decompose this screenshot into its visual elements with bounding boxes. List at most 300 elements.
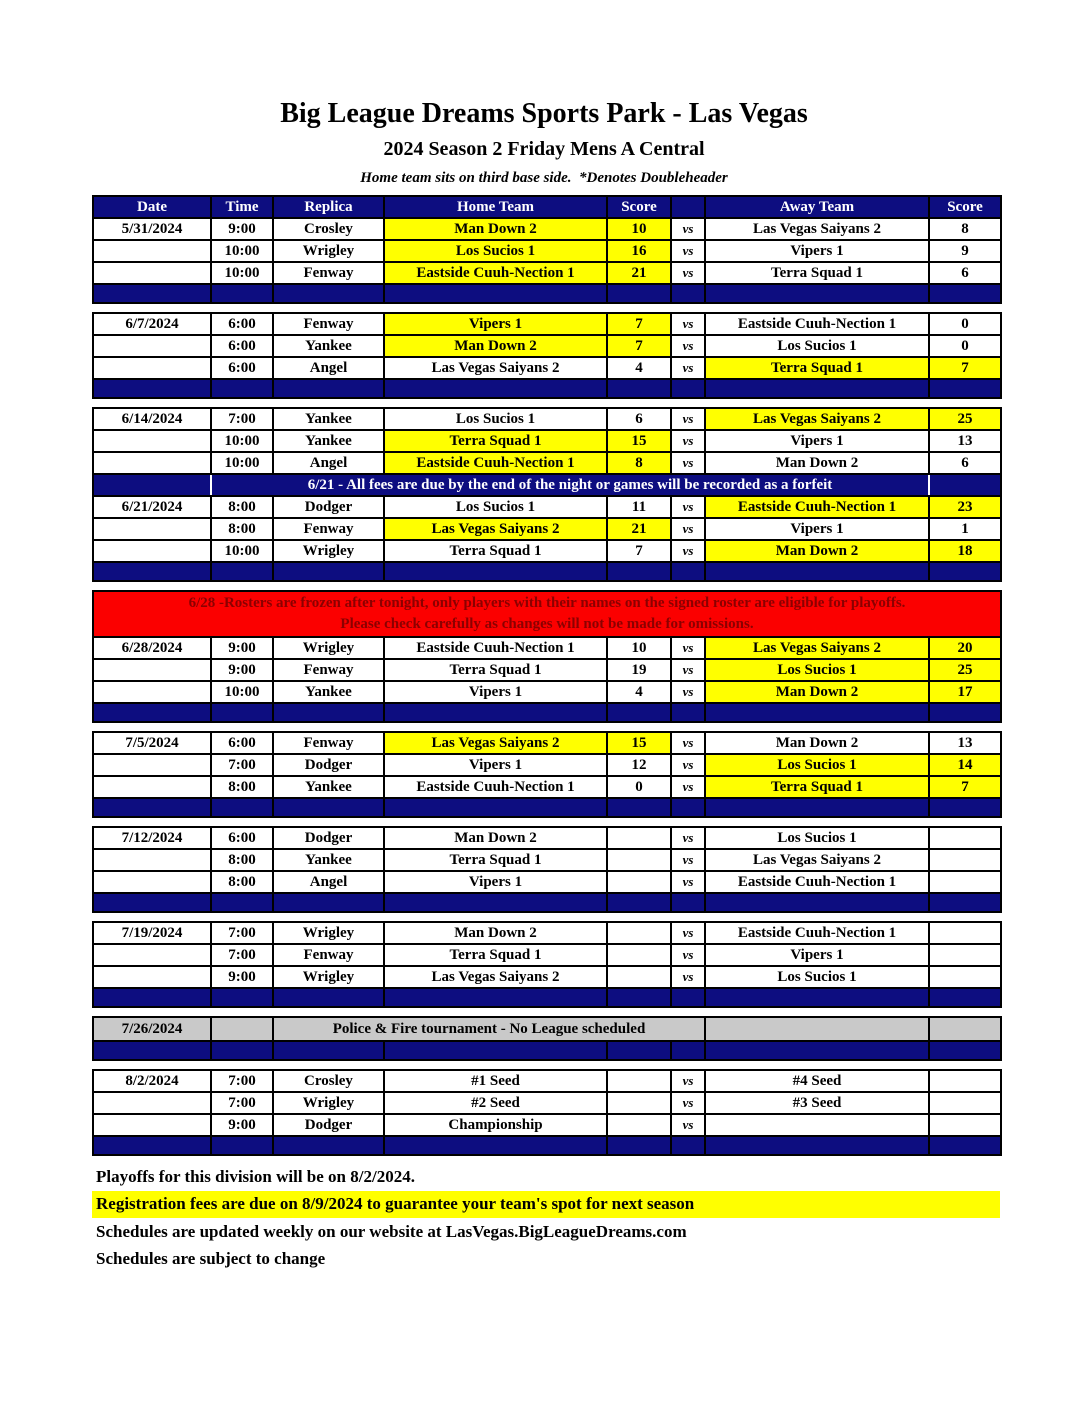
game-row bbox=[93, 496, 1001, 518]
date-cell: 5/31/2024 bbox=[93, 218, 211, 240]
game-row bbox=[93, 240, 1001, 262]
separator-cell bbox=[607, 284, 671, 303]
game-row bbox=[93, 518, 1001, 540]
separator-cell bbox=[607, 1136, 671, 1155]
separator-cell bbox=[211, 988, 273, 1007]
note-score-cell bbox=[929, 474, 1001, 496]
date-cell bbox=[93, 357, 211, 379]
home-team-cell: Eastside Cuuh-Nection 1 bbox=[384, 637, 607, 659]
date-cell bbox=[93, 681, 211, 703]
away-score-cell bbox=[929, 966, 1001, 988]
separator-cell bbox=[93, 1041, 211, 1060]
away-score-cell: 14 bbox=[929, 754, 1001, 776]
time-cell bbox=[211, 1017, 273, 1041]
time-cell: 7:00 bbox=[211, 408, 273, 430]
away-team-cell: #3 Seed bbox=[705, 1092, 929, 1114]
replica-cell: Angel bbox=[273, 357, 384, 379]
time-cell: 6:00 bbox=[211, 335, 273, 357]
date-cell bbox=[93, 966, 211, 988]
separator-cell bbox=[93, 893, 211, 912]
away-team-cell: Man Down 2 bbox=[705, 540, 929, 562]
time-cell: 9:00 bbox=[211, 1114, 273, 1136]
vs-label: vs bbox=[671, 496, 705, 518]
gap-cell bbox=[93, 722, 1001, 732]
gap-row bbox=[93, 581, 1001, 591]
time-cell: 10:00 bbox=[211, 452, 273, 474]
game-row bbox=[93, 1092, 1001, 1114]
away-team-cell: Las Vegas Saiyans 2 bbox=[705, 849, 929, 871]
game-row bbox=[93, 1070, 1001, 1092]
away-score-cell: 8 bbox=[929, 218, 1001, 240]
separator-cell bbox=[705, 798, 929, 817]
separator-cell bbox=[929, 703, 1001, 722]
away-team-cell: Man Down 2 bbox=[705, 732, 929, 754]
date-cell bbox=[93, 871, 211, 893]
replica-cell: Wrigley bbox=[273, 966, 384, 988]
vs-label: vs bbox=[671, 871, 705, 893]
vs-label: vs bbox=[671, 776, 705, 798]
home-team-cell: Terra Squad 1 bbox=[384, 659, 607, 681]
home-score-cell: 7 bbox=[607, 313, 671, 335]
away-score-cell bbox=[929, 1114, 1001, 1136]
separator-row bbox=[93, 1136, 1001, 1155]
away-team-cell: Los Sucios 1 bbox=[705, 966, 929, 988]
vs-label: vs bbox=[671, 966, 705, 988]
separator-row bbox=[93, 379, 1001, 398]
home-team-cell: #2 Seed bbox=[384, 1092, 607, 1114]
time-cell: 10:00 bbox=[211, 240, 273, 262]
date-cell bbox=[93, 452, 211, 474]
separator-cell bbox=[384, 562, 607, 581]
separator-cell bbox=[671, 988, 705, 1007]
separator-row bbox=[93, 988, 1001, 1007]
away-score-cell: 13 bbox=[929, 430, 1001, 452]
date-cell: 6/21/2024 bbox=[93, 496, 211, 518]
separator-cell bbox=[211, 893, 273, 912]
home-score-cell: 0 bbox=[607, 776, 671, 798]
separator-cell bbox=[211, 284, 273, 303]
time-cell: 7:00 bbox=[211, 922, 273, 944]
separator-cell bbox=[705, 703, 929, 722]
home-score-cell: 16 bbox=[607, 240, 671, 262]
date-cell bbox=[93, 849, 211, 871]
home-score-cell bbox=[607, 849, 671, 871]
away-team-cell: Man Down 2 bbox=[705, 452, 929, 474]
replica-cell: Wrigley bbox=[273, 637, 384, 659]
replica-cell: Crosley bbox=[273, 218, 384, 240]
game-row bbox=[93, 452, 1001, 474]
column-header: Score bbox=[607, 196, 671, 218]
time-cell: 9:00 bbox=[211, 966, 273, 988]
separator-cell bbox=[671, 284, 705, 303]
gap-cell bbox=[93, 398, 1001, 408]
home-score-cell: 21 bbox=[607, 518, 671, 540]
separator-cell bbox=[273, 284, 384, 303]
separator-cell bbox=[705, 1041, 929, 1060]
vs-label: vs bbox=[671, 1114, 705, 1136]
note-row bbox=[93, 474, 1001, 496]
footer-line: Schedules are subject to change bbox=[96, 1249, 326, 1269]
date-cell bbox=[93, 776, 211, 798]
home-score-cell: 7 bbox=[607, 540, 671, 562]
game-row bbox=[93, 659, 1001, 681]
home-score-cell bbox=[607, 922, 671, 944]
game-row bbox=[93, 357, 1001, 379]
away-team-cell: Vipers 1 bbox=[705, 518, 929, 540]
replica-cell: Angel bbox=[273, 871, 384, 893]
vs-label: vs bbox=[671, 922, 705, 944]
time-cell: 6:00 bbox=[211, 827, 273, 849]
away-team-cell: Vipers 1 bbox=[705, 430, 929, 452]
separator-cell bbox=[671, 893, 705, 912]
date-cell bbox=[93, 262, 211, 284]
time-cell: 9:00 bbox=[211, 637, 273, 659]
column-header: Away Team bbox=[705, 196, 929, 218]
gap-cell bbox=[93, 1007, 1001, 1017]
home-team-cell: Las Vegas Saiyans 2 bbox=[384, 357, 607, 379]
home-score-cell bbox=[607, 1070, 671, 1092]
time-cell: 7:00 bbox=[211, 944, 273, 966]
time-cell: 9:00 bbox=[211, 218, 273, 240]
column-header: Home Team bbox=[384, 196, 607, 218]
replica-cell: Fenway bbox=[273, 732, 384, 754]
time-cell: 7:00 bbox=[211, 1092, 273, 1114]
time-cell: 6:00 bbox=[211, 313, 273, 335]
separator-cell bbox=[607, 893, 671, 912]
away-team-cell: Terra Squad 1 bbox=[705, 357, 929, 379]
away-team-cell bbox=[705, 1114, 929, 1136]
home-team-cell: Los Sucios 1 bbox=[384, 496, 607, 518]
note-text: 6/21 - All fees are due by the end of the night or games will be recorded as a forfeit bbox=[211, 474, 929, 496]
separator-row bbox=[93, 893, 1001, 912]
vs-label: vs bbox=[671, 1070, 705, 1092]
separator-cell bbox=[211, 703, 273, 722]
separator-cell bbox=[705, 562, 929, 581]
replica-cell: Dodger bbox=[273, 1114, 384, 1136]
away-team-cell: Los Sucios 1 bbox=[705, 659, 929, 681]
away-score-cell: 7 bbox=[929, 357, 1001, 379]
replica-cell: Yankee bbox=[273, 849, 384, 871]
home-team-cell: Man Down 2 bbox=[384, 335, 607, 357]
away-score-cell: 20 bbox=[929, 637, 1001, 659]
home-score-cell: 10 bbox=[607, 637, 671, 659]
vs-label: vs bbox=[671, 262, 705, 284]
notice-line: Please check carefully as changes will not be made for omissions. bbox=[340, 616, 754, 632]
vs-label: vs bbox=[671, 408, 705, 430]
home-team-cell: Man Down 2 bbox=[384, 922, 607, 944]
separator-row bbox=[93, 284, 1001, 303]
vs-label: vs bbox=[671, 540, 705, 562]
home-team-cell: Los Sucios 1 bbox=[384, 240, 607, 262]
separator-cell bbox=[705, 284, 929, 303]
vs-label: vs bbox=[671, 637, 705, 659]
separator-row bbox=[93, 703, 1001, 722]
gap-row bbox=[93, 817, 1001, 827]
game-row bbox=[93, 540, 1001, 562]
separator-cell bbox=[929, 379, 1001, 398]
note-date-cell bbox=[93, 474, 211, 496]
separator-cell bbox=[384, 284, 607, 303]
replica-cell: Yankee bbox=[273, 335, 384, 357]
vs-label: vs bbox=[671, 681, 705, 703]
separator-cell bbox=[384, 1041, 607, 1060]
home-score-cell: 10 bbox=[607, 218, 671, 240]
away-score-cell: 17 bbox=[929, 681, 1001, 703]
separator-cell bbox=[705, 988, 929, 1007]
date-cell bbox=[93, 944, 211, 966]
separator-cell bbox=[93, 1136, 211, 1155]
separator-cell bbox=[671, 1041, 705, 1060]
vs-label: vs bbox=[671, 732, 705, 754]
separator-cell bbox=[273, 1041, 384, 1060]
game-row bbox=[93, 313, 1001, 335]
home-team-cell: Vipers 1 bbox=[384, 871, 607, 893]
time-cell: 8:00 bbox=[211, 496, 273, 518]
time-cell: 6:00 bbox=[211, 357, 273, 379]
separator-cell bbox=[384, 988, 607, 1007]
time-cell: 7:00 bbox=[211, 754, 273, 776]
separator-cell bbox=[384, 703, 607, 722]
separator-cell bbox=[929, 798, 1001, 817]
game-row bbox=[93, 966, 1001, 988]
separator-cell bbox=[211, 562, 273, 581]
replica-cell: Wrigley bbox=[273, 240, 384, 262]
game-row bbox=[93, 849, 1001, 871]
away-score-cell bbox=[929, 1017, 1001, 1041]
vs-label: vs bbox=[671, 357, 705, 379]
home-score-cell bbox=[607, 944, 671, 966]
replica-cell: Angel bbox=[273, 452, 384, 474]
home-score-cell: 15 bbox=[607, 732, 671, 754]
time-cell: 7:00 bbox=[211, 1070, 273, 1092]
gap-cell bbox=[93, 817, 1001, 827]
game-row bbox=[93, 1114, 1001, 1136]
separator-cell bbox=[607, 1041, 671, 1060]
separator-cell bbox=[607, 379, 671, 398]
gap-cell bbox=[93, 581, 1001, 591]
date-cell bbox=[93, 754, 211, 776]
game-row bbox=[93, 408, 1001, 430]
away-score-cell bbox=[929, 922, 1001, 944]
home-team-cell: Las Vegas Saiyans 2 bbox=[384, 518, 607, 540]
home-team-cell: Los Sucios 1 bbox=[384, 408, 607, 430]
away-team-cell: Terra Squad 1 bbox=[705, 776, 929, 798]
date-cell: 6/14/2024 bbox=[93, 408, 211, 430]
away-team-cell: Eastside Cuuh-Nection 1 bbox=[705, 922, 929, 944]
registration-notice: Registration fees are due on 8/9/2024 to guarantee your team's spot for next season bbox=[92, 1191, 1000, 1217]
separator-cell bbox=[929, 1041, 1001, 1060]
away-score-cell: 23 bbox=[929, 496, 1001, 518]
separator-cell bbox=[211, 798, 273, 817]
replica-cell: Wrigley bbox=[273, 1092, 384, 1114]
notice-row bbox=[93, 591, 1001, 637]
date-cell bbox=[93, 540, 211, 562]
notice-line: 6/28 -Rosters are frozen after tonight, only players with their names on the signed roster are eligible for playoffs. bbox=[188, 595, 906, 611]
away-score-cell: 13 bbox=[929, 732, 1001, 754]
separator-row bbox=[93, 798, 1001, 817]
separator-cell bbox=[705, 1136, 929, 1155]
game-row bbox=[93, 732, 1001, 754]
home-team-cell: #1 Seed bbox=[384, 1070, 607, 1092]
away-score-cell bbox=[929, 1070, 1001, 1092]
page-footer bbox=[92, 1164, 1000, 1273]
replica-cell: Dodger bbox=[273, 496, 384, 518]
home-team-cell: Eastside Cuuh-Nection 1 bbox=[384, 262, 607, 284]
schedule-table-body bbox=[93, 218, 1001, 1155]
separator-row bbox=[93, 562, 1001, 581]
separator-cell bbox=[211, 1041, 273, 1060]
separator-cell bbox=[929, 284, 1001, 303]
separator-cell bbox=[607, 703, 671, 722]
replica-cell: Crosley bbox=[273, 1070, 384, 1092]
away-score-cell: 0 bbox=[929, 335, 1001, 357]
away-team-cell: Man Down 2 bbox=[705, 681, 929, 703]
time-cell: 10:00 bbox=[211, 540, 273, 562]
vs-label: vs bbox=[671, 944, 705, 966]
home-team-cell: Eastside Cuuh-Nection 1 bbox=[384, 776, 607, 798]
replica-cell: Wrigley bbox=[273, 922, 384, 944]
separator-cell bbox=[93, 988, 211, 1007]
separator-cell bbox=[384, 893, 607, 912]
vs-label: vs bbox=[671, 452, 705, 474]
home-score-cell bbox=[607, 827, 671, 849]
gap-cell bbox=[93, 303, 1001, 313]
time-cell: 8:00 bbox=[211, 776, 273, 798]
separator-cell bbox=[211, 1136, 273, 1155]
vs-label: vs bbox=[671, 218, 705, 240]
home-score-cell: 11 bbox=[607, 496, 671, 518]
column-header: Date bbox=[93, 196, 211, 218]
vs-label: vs bbox=[671, 849, 705, 871]
date-cell: 6/7/2024 bbox=[93, 313, 211, 335]
away-team-cell: Los Sucios 1 bbox=[705, 754, 929, 776]
separator-cell bbox=[384, 379, 607, 398]
column-header: Time bbox=[211, 196, 273, 218]
vs-label: vs bbox=[671, 313, 705, 335]
away-score-cell bbox=[929, 944, 1001, 966]
vs-label: vs bbox=[671, 659, 705, 681]
date-cell bbox=[93, 430, 211, 452]
away-team-cell: Los Sucios 1 bbox=[705, 335, 929, 357]
separator-cell bbox=[929, 1136, 1001, 1155]
header-note: Home team sits on third base side. *Denotes Doubleheader bbox=[360, 170, 728, 186]
game-row bbox=[93, 922, 1001, 944]
vs-label: vs bbox=[671, 430, 705, 452]
away-team-cell: Las Vegas Saiyans 2 bbox=[705, 408, 929, 430]
home-team-cell: Man Down 2 bbox=[384, 218, 607, 240]
separator-cell bbox=[705, 893, 929, 912]
away-score-cell: 6 bbox=[929, 452, 1001, 474]
game-row bbox=[93, 430, 1001, 452]
separator-cell bbox=[273, 988, 384, 1007]
time-cell: 8:00 bbox=[211, 518, 273, 540]
away-score-cell: 25 bbox=[929, 408, 1001, 430]
game-row bbox=[93, 681, 1001, 703]
gap-row bbox=[93, 303, 1001, 313]
vs-label: vs bbox=[671, 1092, 705, 1114]
home-score-cell: 4 bbox=[607, 681, 671, 703]
separator-cell bbox=[273, 703, 384, 722]
replica-cell: Fenway bbox=[273, 659, 384, 681]
separator-cell bbox=[607, 798, 671, 817]
separator-cell bbox=[671, 562, 705, 581]
separator-cell bbox=[607, 988, 671, 1007]
replica-cell: Fenway bbox=[273, 313, 384, 335]
footer-line: Playoffs for this division will be on 8/2/2024. bbox=[96, 1167, 415, 1186]
replica-cell: Yankee bbox=[273, 408, 384, 430]
away-team-cell: Terra Squad 1 bbox=[705, 262, 929, 284]
date-cell: 7/19/2024 bbox=[93, 922, 211, 944]
time-cell: 10:00 bbox=[211, 681, 273, 703]
replica-cell: Fenway bbox=[273, 944, 384, 966]
game-row bbox=[93, 637, 1001, 659]
away-team-cell bbox=[705, 1017, 929, 1041]
away-team-cell: Las Vegas Saiyans 2 bbox=[705, 637, 929, 659]
separator-cell bbox=[929, 562, 1001, 581]
event-text: Police & Fire tournament - No League scheduled bbox=[273, 1017, 705, 1041]
gap-cell bbox=[93, 1060, 1001, 1070]
time-cell: 6:00 bbox=[211, 732, 273, 754]
away-score-cell: 1 bbox=[929, 518, 1001, 540]
away-score-cell: 25 bbox=[929, 659, 1001, 681]
gap-row bbox=[93, 1060, 1001, 1070]
home-score-cell bbox=[607, 1114, 671, 1136]
date-cell bbox=[93, 1114, 211, 1136]
game-row bbox=[93, 218, 1001, 240]
away-score-cell bbox=[929, 849, 1001, 871]
game-row bbox=[93, 944, 1001, 966]
replica-cell: Yankee bbox=[273, 681, 384, 703]
game-row bbox=[93, 827, 1001, 849]
vs-label: vs bbox=[671, 754, 705, 776]
time-cell: 10:00 bbox=[211, 262, 273, 284]
date-cell bbox=[93, 659, 211, 681]
away-team-cell: Eastside Cuuh-Nection 1 bbox=[705, 496, 929, 518]
date-cell: 7/12/2024 bbox=[93, 827, 211, 849]
vs-label: vs bbox=[671, 518, 705, 540]
away-team-cell: Las Vegas Saiyans 2 bbox=[705, 218, 929, 240]
separator-cell bbox=[705, 379, 929, 398]
date-cell bbox=[93, 1092, 211, 1114]
home-team-cell: Terra Squad 1 bbox=[384, 849, 607, 871]
separator-cell bbox=[93, 379, 211, 398]
home-score-cell: 4 bbox=[607, 357, 671, 379]
vs-label: vs bbox=[671, 240, 705, 262]
gap-cell bbox=[93, 912, 1001, 922]
date-cell: 7/5/2024 bbox=[93, 732, 211, 754]
replica-cell: Dodger bbox=[273, 827, 384, 849]
notice-cell bbox=[93, 591, 1001, 637]
page-title: Big League Dreams Sports Park - Las Vegas bbox=[280, 98, 808, 129]
separator-cell bbox=[273, 798, 384, 817]
time-cell: 9:00 bbox=[211, 659, 273, 681]
separator-cell bbox=[93, 703, 211, 722]
separator-cell bbox=[929, 893, 1001, 912]
replica-cell: Dodger bbox=[273, 754, 384, 776]
away-team-cell: #4 Seed bbox=[705, 1070, 929, 1092]
home-team-cell: Las Vegas Saiyans 2 bbox=[384, 732, 607, 754]
separator-cell bbox=[93, 284, 211, 303]
gap-row bbox=[93, 1007, 1001, 1017]
away-team-cell: Vipers 1 bbox=[705, 944, 929, 966]
away-score-cell: 18 bbox=[929, 540, 1001, 562]
home-score-cell bbox=[607, 966, 671, 988]
column-header: Score bbox=[929, 196, 1001, 218]
home-score-cell: 21 bbox=[607, 262, 671, 284]
separator-cell bbox=[671, 1136, 705, 1155]
home-team-cell: Terra Squad 1 bbox=[384, 430, 607, 452]
gap-row bbox=[93, 722, 1001, 732]
